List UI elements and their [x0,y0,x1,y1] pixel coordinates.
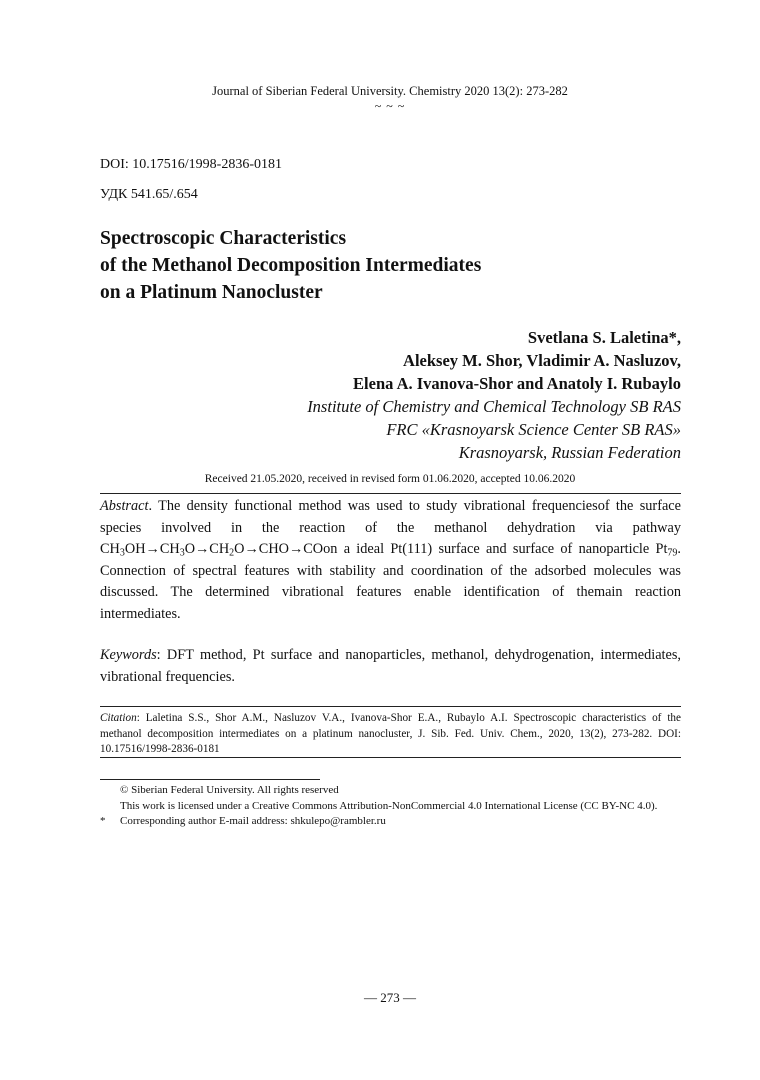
footnote-copyright: © Siberian Federal University. All rights reserved [120,784,339,796]
title-line-3: on a Platinum Nanocluster [100,282,323,303]
keywords-text: : DFT method, Pt surface and nanoparticles, methanol, dehydrogenation, intermediates, vibrational frequencies. [100,647,681,685]
affiliation-line-1: Institute of Chemistry and Chemical Technology SB RAS [307,397,681,416]
keywords [100,645,681,688]
title-line-2: of the Methanol Decomposition Intermediates [100,255,482,276]
received-dates: Received 21.05.2020, received in revised form 01.06.2020, accepted 10.06.2020 [204,473,576,485]
doi-line: DOI: 10.17516/1998-2836-0181 [100,157,282,172]
article-title [100,225,481,306]
citation-label: Citation [100,712,137,724]
footnote-corresponding: * Corresponding author E-mail address: shkulepo@rambler.ru [100,814,657,830]
footnotes [100,783,657,830]
divider-citation-bottom [100,757,681,758]
title-line-1: Spectroscopic Characteristics [100,228,347,249]
author-line-1: Svetlana S. Laletina*, [527,328,681,347]
footnote-rule [100,779,320,780]
footnote-license: This work is licensed under a Creative Commons Attribution-NonCommercial 4.0 International License (CC BY-NC 4.0). [120,799,658,812]
abstract-text-1: . The density functional method was used to study vibrational frequenciesof the surface species involved in the reaction of the methanol dehydration via pathway [100,498,681,536]
affiliation-line-2: FRC «Krasnoyarsk Science Center SB RAS» [386,420,681,439]
divider-citation-top [100,706,681,707]
asterisk-mark: * [100,815,106,827]
abstract [100,496,681,625]
keywords-label: Keywords [100,647,157,663]
citation-text: : Laletina S.S., Shor A.M., Nasluzov V.A., Ivanova-Shor E.A., Rubaylo A.I. Spectroscopic characteristics of the methanol decomposition intermediates on a platinum nanocluster, J. Sib. Fed. Univ. Chem., 2020, 13(2), 273-282. DOI: 10.17516/1998-2836-0181 [100,712,681,755]
citation [100,711,681,758]
udk-line: УДК 541.65/.654 [100,187,198,202]
author-line-3: Elena A. Ivanova-Shor and Anatoly I. Rubaylo [353,374,681,393]
divider-top [100,493,681,494]
abstract-label: Abstract [100,498,149,514]
page-number: — 273 — [364,990,416,1005]
affiliation-line-3: Krasnoyarsk, Russian Federation [458,443,681,462]
journal-header: Journal of Siberian Federal University. Chemistry 2020 13(2): 273-282 [212,84,568,98]
authors-block [307,326,681,464]
abstract-text-2: . Connection of spectral features with stability and coordination of the adsorbed molecules was discussed. The determined vibrational features enable identification of themain reaction intermediates. [100,541,681,622]
author-line-2: Aleksey M. Shor, Vladimir A. Nasluzov, [403,351,681,370]
header-ornament: ~ ~ ~ [374,99,406,113]
abstract-pathway: $CH_3OH\to CH_3O\to CH_2O\to CHO\to COon$ a ideal Pt(111) surface and surface of nanoparticle $Pt_{79}$ [100,541,678,559]
